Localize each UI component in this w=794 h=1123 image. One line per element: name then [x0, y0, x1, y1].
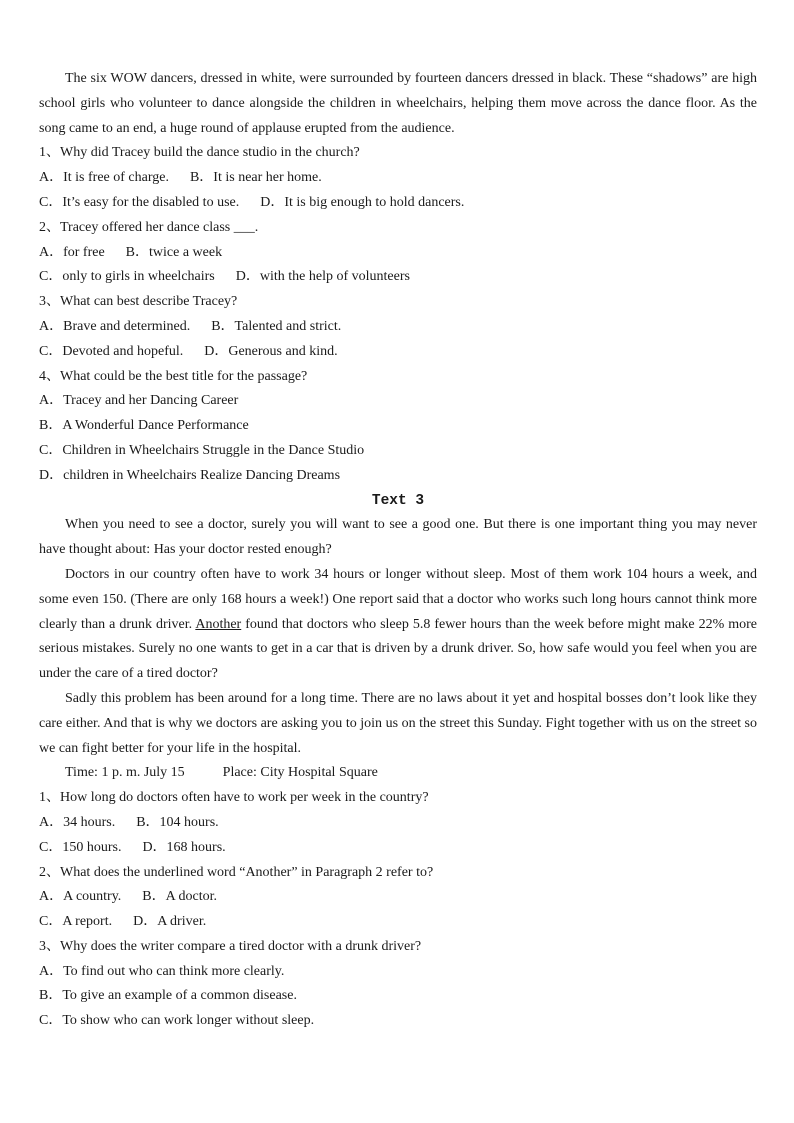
- wow-question-4-option-a: A．Tracey and her Dancing Career: [39, 393, 239, 409]
- text3-paragraph-2-before: Doctors in our country often have to work 34 hours or longer without sleep. Most of them work 104 hours a week, and some even 150. (There are only 168 hours a week!) One report said that a doctor who works such long hours cannot think more clearly than a drunk driver.: [39, 566, 757, 632]
- time-label: Time: 1 p. m. July 15: [65, 765, 185, 781]
- text3-question-3: 3、Why does the writer compare a tired doctor with a drunk driver?: [39, 938, 422, 954]
- wow-question-1-options-ab: A．It is free of charge. B．It is near her home.: [39, 170, 322, 186]
- text3-question-2-options-cd: C．A report. D．A driver.: [39, 914, 207, 930]
- text3-question-1-options-ab: A．34 hours. B．104 hours.: [39, 814, 219, 830]
- wow-question-1: 1、Why did Tracey build the dance studio in the church?: [39, 145, 360, 161]
- passage-wow-closing-paragraph: The six WOW dancers, dressed in white, were surrounded by fourteen dancers dressed in black. These “shadows” are high school girls who volunteer to dance alongside the children in wheelchairs, helping them move across the dance floor. As the song came to an end, a huge round of applause erupted from the audience.: [39, 71, 757, 136]
- text3-question-2-options-ab: A．A country. B．A doctor.: [39, 889, 217, 905]
- place-label: Place: City Hospital Square: [222, 765, 378, 781]
- text3-question-3-option-a: A．To find out who can think more clearly.: [39, 963, 285, 979]
- text3-paragraph-1: When you need to see a doctor, surely you will want to see a good one. But there is one important thing you may never have thought about: Has your doctor rested enough?: [39, 517, 757, 558]
- text3-question-1: 1、How long do doctors often have to work per week in the country?: [39, 790, 429, 806]
- text3-question-3-option-c: C．To show who can work longer without sleep.: [39, 1013, 315, 1029]
- wow-question-4-option-d: D．children in Wheelchairs Realize Dancing Dreams: [39, 467, 341, 483]
- text3-heading: Text 3: [371, 492, 425, 509]
- wow-question-3-options-ab: A．Brave and determined. B．Talented and strict.: [39, 318, 342, 334]
- wow-question-3-options-cd: C．Devoted and hopeful. D．Generous and kind.: [39, 343, 338, 359]
- text3-time-place-line: [39, 761, 757, 786]
- wow-question-1-options-cd: C．It’s easy for the disabled to use. D．It is big enough to hold dancers.: [39, 194, 465, 210]
- text3-question-1-options-cd: C．150 hours. D．168 hours.: [39, 839, 226, 855]
- wow-question-3: 3、What can best describe Tracey?: [39, 294, 238, 310]
- wow-question-4-option-c: C．Children in Wheelchairs Struggle in the Dance Studio: [39, 442, 365, 458]
- text3-paragraph-3: Sadly this problem has been around for a long time. There are no laws about it yet and hospital bosses don’t look like they care either. And that is why we doctors are asking you to join us on the street this Sunday. Fight together with us on the street so we can fight better for your life in the hospital.: [39, 690, 757, 756]
- wow-question-4: 4、What could be the best title for the passage?: [39, 368, 308, 384]
- text3-paragraph-2-after: found that doctors who sleep 5.8 fewer hours than the week before might make 22% more serious mistakes. Surely no one wants to get in a car that is driven by a drunk driver. So, how safe would you feel when you are under the care of a tired doctor?: [39, 616, 757, 682]
- text3-question-2: 2、What does the underlined word “Another” in Paragraph 2 refer to?: [39, 864, 434, 880]
- text3-question-3-option-b: B．To give an example of a common disease.: [39, 988, 297, 1004]
- wow-question-2: 2、Tracey offered her dance class ___.: [39, 219, 259, 235]
- wow-question-4-option-b: B．A Wonderful Dance Performance: [39, 418, 249, 434]
- wow-question-2-options-ab: A．for free B．twice a week: [39, 244, 223, 260]
- text3-paragraph-2-underlined-word: Another: [195, 616, 242, 632]
- text3-paragraph-2: [39, 563, 757, 687]
- wow-question-2-options-cd: C．only to girls in wheelchairs D．with the help of volunteers: [39, 269, 410, 285]
